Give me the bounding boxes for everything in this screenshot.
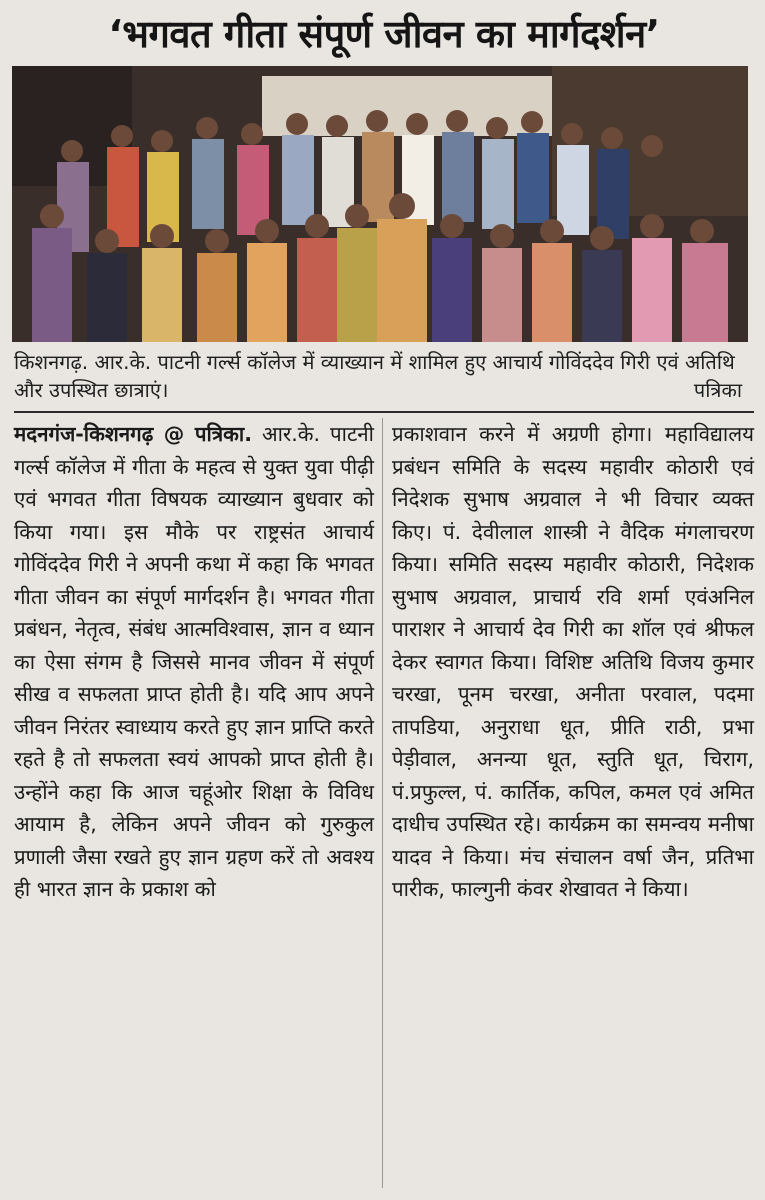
group-photo-illustration: [12, 66, 748, 342]
article-column-right: [392, 418, 754, 906]
photo-caption: [14, 348, 754, 404]
caption-text: किशनगढ़. आर.के. पाटनी गर्ल्स कॉलेज में व्याख्यान में शामिल हुए आचार्य गोविंददेव गिरी एवं अतिथि और उपस्थित छात्राएं।: [14, 350, 735, 402]
article-body-right: प्रकाशवान करने में अग्रणी होगा। महाविद्यालय प्रबंधन समिति के सदस्य महावीर कोठारी एवं निदेशक सुभाष अग्रवाल ने भी विचार व्यक्त किए। पं. देवीलाल शास्त्री ने वैदिक मंगलाचरण किया। समिति सदस्य महावीर कोठारी, निदेशक सुभाष अग्रवाल, प्राचार्य रवि शर्मा एवंअनिल पाराशर ने आचार्य देव गिरी का शॉल एवं श्रीफल देकर स्वागत किया। विशिष्ट अतिथि विजय कुमार चरखा, पूनम चरखा, अनीता परवाल, पदमा तापडिया, अनुराधा धूत, प्रीति राठी, प्रभा पेड़ीवाल, अनन्या धूत, स्तुति धूत, चिराग, पं.प्रफुल्ल, पं. कार्तिक, कपिल, कमल एवं अमित दाधीच उपस्थित रहे। कार्यक्रम का समन्वय मनीषा यादव ने किया। मंच संचालन वर्षा जैन, प्रतिभा पारीक, फाल्गुनी कंवर शेखावत ने किया।: [392, 422, 754, 901]
group-photo: [12, 66, 748, 342]
headline: ‘भगवत गीता संपूर्ण जीवन का मार्गदर्शन’: [108, 12, 660, 56]
article-body-left: आर.के. पाटनी गर्ल्स कॉलेज में गीता के महत्व से युक्त युवा पीढ़ी एवं भगवत गीता विषयक व्याख्यान बुधवार को किया गया। इस मौके पर राष्ट्रसंत आचार्य गोविंददेव गिरी ने अपनी कथा में कहा कि भगवत गीता जीवन का संपूर्ण मार्गदर्शन है। भगवत गीता प्रबंधन, नेतृत्व, संबंध आत्मविश्वास, ज्ञान व ध्यान का ऐसा संगम है जिससे मानव जीवन में संपूर्ण सीख व सफलता प्राप्त होती है। यदि आप अपने जीवन निरंतर स्वाध्याय करते हुए ज्ञान प्राप्ति करते रहते है तो सफलता स्वयं आपको प्राप्त होती है। उन्होंने कहा कि आज चहूंओर शिक्षा के विविध आयाम है, लेकिन अपने जीवन को गुरुकुल प्रणाली जैसा रखते हुए ज्ञान ग्रहण करें तो अवश्य ही भारत ज्ञान के प्रकाश को: [14, 422, 374, 901]
caption-rule: [14, 411, 754, 413]
article-dateline: मदनगंज-किशनगढ़ @ पत्रिका.: [14, 422, 252, 446]
article-column-left: [14, 418, 374, 906]
column-divider: [382, 418, 383, 1188]
caption-credit: पत्रिका: [693, 378, 742, 402]
